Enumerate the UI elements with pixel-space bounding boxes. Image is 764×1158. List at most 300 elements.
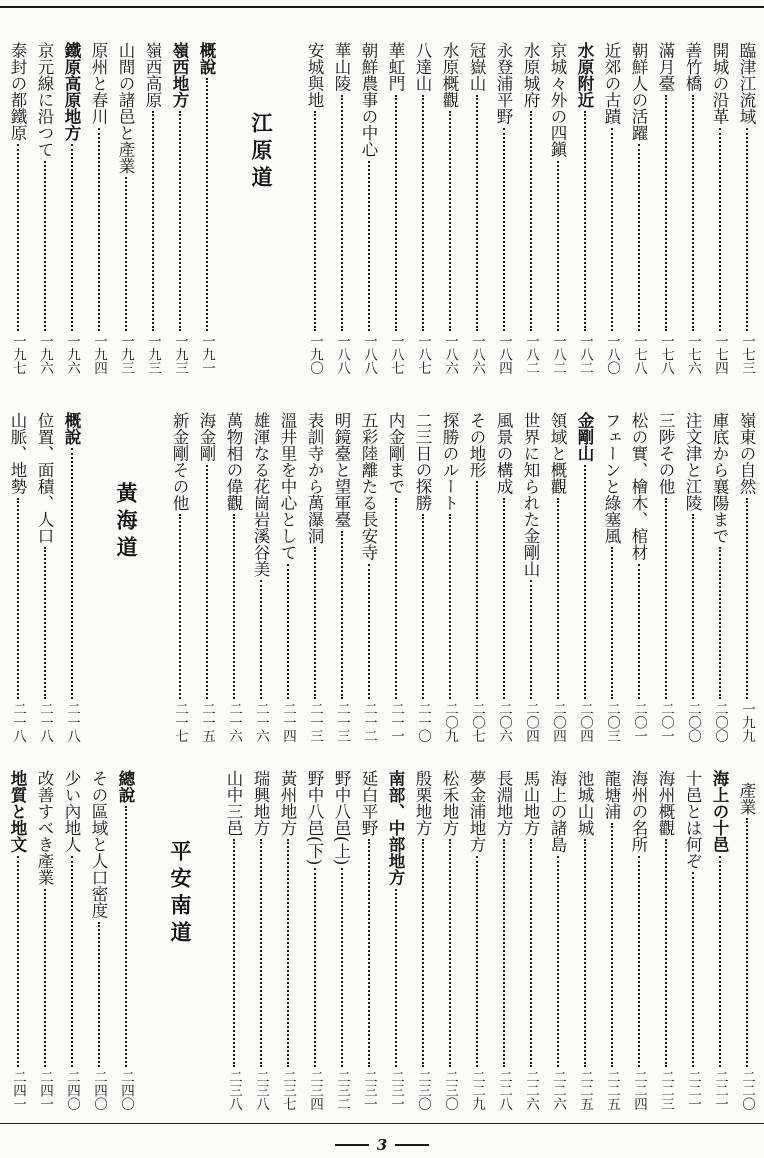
toc-entry	[328, 412, 355, 742]
toc-entry-title: 海州概觀	[656, 770, 675, 836]
dot-leader	[638, 144, 640, 331]
toc-entry	[328, 770, 355, 1110]
toc-entry-title: 夢金浦地方	[467, 770, 486, 853]
toc-entry	[112, 42, 139, 374]
toc-page-number: 二二九	[469, 1069, 485, 1110]
toc-page-number: 二〇一	[658, 701, 674, 742]
toc-page-number: 二一三	[334, 701, 350, 742]
dot-leader	[179, 111, 181, 331]
dot-leader	[314, 547, 316, 699]
dot-leader	[287, 839, 289, 1067]
dot-leader	[719, 856, 721, 1067]
dot-leader	[476, 856, 478, 1067]
dot-leader	[71, 448, 73, 699]
toc-entry-title: 開城の沿革	[710, 42, 729, 125]
province-heading-text: 江原道	[249, 112, 273, 193]
dot-leader	[314, 868, 316, 1066]
dot-leader	[530, 580, 532, 699]
toc-entry	[328, 42, 355, 374]
toc-entry	[490, 42, 517, 374]
dot-leader	[692, 514, 694, 699]
toc-page-number: 二二四	[631, 1069, 647, 1110]
toc-entry-title: フェーンと綠塞風	[602, 412, 621, 544]
toc-entry	[517, 770, 544, 1110]
dot-leader	[341, 868, 343, 1066]
toc-page-number: 二一六	[226, 701, 242, 742]
toc-entry-title: 嶺西地方	[170, 42, 189, 108]
toc-entry-title: 注文津と江陵	[683, 412, 702, 511]
footer-dash-left	[335, 1144, 369, 1146]
toc-page-number: 一九〇	[307, 333, 323, 374]
toc-band-middle	[4, 412, 760, 742]
toc-page-number: 二一八	[10, 701, 26, 742]
dot-leader	[584, 465, 586, 699]
toc-entry-title: 滿月臺	[656, 42, 675, 92]
toc-page-number: 一八七	[388, 333, 404, 374]
toc-page-number: 一九三	[145, 333, 161, 374]
toc-entry	[544, 42, 571, 374]
toc-page-number: 一七四	[712, 333, 728, 374]
dot-leader	[422, 839, 424, 1067]
toc-entry-title: 海州の名所	[629, 770, 648, 853]
toc-page-number: 一九六	[37, 333, 53, 374]
toc-entry-title: 延白平野	[359, 770, 378, 836]
toc-page-number: 二二一	[712, 1069, 728, 1110]
toc-entry	[355, 42, 382, 374]
toc-entry-title: 嶺東の自然	[737, 412, 756, 495]
toc-page-number: 一七六	[685, 333, 701, 374]
toc-page-number: 二〇七	[469, 701, 485, 742]
toc-entry	[436, 42, 463, 374]
toc-entry	[31, 770, 58, 1110]
footer-dash-right	[395, 1144, 429, 1146]
toc-page-number: 二一五	[199, 701, 215, 742]
toc-page-number: 二〇三	[604, 701, 620, 742]
toc-entry	[733, 42, 760, 374]
toc-page-number: 二四一	[37, 1069, 53, 1110]
toc-page-number: 二三四	[307, 1069, 323, 1110]
toc-entry	[247, 412, 274, 742]
toc-entry	[58, 770, 85, 1110]
toc-entry-title: 華山陵	[332, 42, 351, 92]
toc-entry-title: 海上の諸島	[548, 770, 567, 853]
toc-page-number: 二三〇	[442, 1069, 458, 1110]
dot-leader	[44, 889, 46, 1067]
toc-entry	[463, 412, 490, 742]
toc-entry	[679, 42, 706, 374]
toc-entry-title: 新金剛その他	[170, 412, 189, 511]
toc-entry	[409, 412, 436, 742]
toc-entry-title: 溫井里を中心として	[278, 412, 297, 561]
dot-leader	[611, 823, 613, 1067]
toc-entry-title: 明鏡臺と望軍臺	[332, 412, 351, 528]
province-heading-text: 黃海道	[114, 482, 138, 563]
dot-leader	[611, 547, 613, 699]
toc-page-number: 一九三	[118, 333, 134, 374]
toc-entry-title: 位置、面積、人口	[35, 412, 54, 544]
toc-page-number: 一八〇	[604, 333, 620, 374]
province-heading	[112, 412, 139, 742]
dot-leader	[422, 514, 424, 699]
toc-page-number: 二〇一	[631, 701, 647, 742]
toc-page-number: 二三二	[334, 1069, 350, 1110]
dot-leader	[692, 95, 694, 331]
toc-page-number: 一八二	[550, 333, 566, 374]
toc-entry	[625, 42, 652, 374]
toc-section-entry	[112, 770, 139, 1110]
toc-page-number: 二三八	[253, 1069, 269, 1110]
toc-section-entry	[58, 42, 85, 374]
toc-entry	[4, 42, 31, 374]
toc-page-number: 二一八	[64, 701, 80, 742]
toc-page-number: 二一三	[307, 701, 323, 742]
toc-entry-title: 池城山城	[575, 770, 594, 836]
toc-band-upper	[4, 42, 760, 374]
toc-page-number: 二二六	[523, 1069, 539, 1110]
toc-entry-title: 南部、中部地方	[386, 770, 405, 886]
toc-entry	[4, 412, 31, 742]
dot-leader	[44, 161, 46, 331]
toc-entry	[652, 42, 679, 374]
toc-entry	[598, 42, 625, 374]
dot-leader	[422, 95, 424, 331]
toc-band-lower	[4, 770, 760, 1110]
toc-page-number: 二一二	[361, 701, 377, 742]
toc-entry-title: 嶺西高原	[143, 42, 162, 108]
toc-entry	[274, 412, 301, 742]
toc-entry-title: 永登浦平野	[494, 42, 513, 125]
toc-page-number: 二一〇	[415, 701, 431, 742]
toc-entry-title: 泰封の都鐵原	[8, 42, 27, 141]
toc-entry-title: 八達山	[413, 42, 432, 92]
dot-leader	[746, 818, 748, 1067]
toc-page-number: 二二五	[604, 1069, 620, 1110]
toc-page-number: 二〇六	[496, 701, 512, 742]
province-heading-text: 平安南道	[168, 840, 192, 948]
dot-leader	[341, 95, 343, 331]
dot-leader	[206, 465, 208, 699]
toc-entry	[166, 412, 193, 742]
toc-page-number: 一八六	[469, 333, 485, 374]
toc-entry-title: 長淵地方	[494, 770, 513, 836]
dot-leader	[611, 128, 613, 331]
toc-page-number: 二〇四	[550, 701, 566, 742]
toc-entry	[436, 770, 463, 1110]
toc-section-entry	[382, 770, 409, 1110]
toc-entry-title: 金剛山	[575, 412, 594, 462]
toc-entry	[85, 42, 112, 374]
toc-entry	[679, 770, 706, 1110]
toc-entry	[436, 412, 463, 742]
toc-entry-title: その區域と人口密度	[89, 770, 108, 919]
toc-entry	[463, 42, 490, 374]
toc-page-number: 二三一	[388, 1069, 404, 1110]
dot-leader	[395, 498, 397, 699]
toc-page-number: 一七三	[739, 333, 755, 374]
toc-entry	[301, 412, 328, 742]
dot-leader	[503, 128, 505, 331]
toc-entry-title: 萬物相の偉觀	[224, 412, 243, 511]
dot-leader	[665, 95, 667, 331]
toc-entry-title: 水原概觀	[440, 42, 459, 108]
dot-leader	[503, 498, 505, 699]
dot-leader	[125, 177, 127, 331]
toc-page-number: 二二一	[685, 1069, 701, 1110]
dot-leader	[476, 481, 478, 699]
dot-leader	[17, 498, 19, 699]
toc-section-entry	[571, 42, 598, 374]
toc-entry-title: 野中八邑(下)	[305, 770, 324, 866]
toc-page-number: 二二〇	[739, 1069, 755, 1110]
dot-leader	[719, 128, 721, 331]
dot-leader	[260, 839, 262, 1067]
toc-entry-title: 龍塘浦	[602, 770, 621, 820]
toc-entry	[301, 770, 328, 1110]
toc-page-number: 一九九	[739, 701, 755, 742]
toc-entry-title: 水原附近	[575, 42, 594, 108]
toc-entry-title: 概說	[197, 42, 216, 75]
dot-leader	[179, 514, 181, 699]
dot-leader	[530, 111, 532, 331]
toc-entry	[355, 770, 382, 1110]
toc-entry	[301, 42, 328, 374]
toc-entry-title: 山脈、地勢	[8, 412, 27, 495]
dot-leader	[530, 839, 532, 1067]
toc-entry-title: 黃州地方	[278, 770, 297, 836]
toc-entry	[733, 412, 760, 742]
toc-section-entry	[4, 770, 31, 1110]
toc-entry	[31, 412, 58, 742]
dot-leader	[71, 144, 73, 331]
toc-entry	[625, 412, 652, 742]
toc-entry-title: 地質と地文	[8, 770, 27, 853]
toc-page-number: 一九一	[199, 333, 215, 374]
toc-page-number: 二一七	[172, 701, 188, 742]
toc-entry	[382, 42, 409, 374]
toc-page-number: 二三〇	[415, 1069, 431, 1110]
toc-page-number: 二四〇	[64, 1069, 80, 1110]
dot-leader	[233, 839, 235, 1067]
dot-leader	[395, 889, 397, 1067]
bottom-rule	[0, 1123, 764, 1124]
dot-leader	[557, 856, 559, 1067]
toc-entry	[409, 42, 436, 374]
toc-entry-title: 殷栗地方	[413, 770, 432, 836]
dot-leader	[368, 564, 370, 699]
dot-leader	[638, 856, 640, 1067]
toc-entry-title: 原州と春川	[89, 42, 108, 125]
dot-leader	[98, 922, 100, 1067]
toc-page-number: 二四一	[10, 1069, 26, 1110]
dot-leader	[395, 95, 397, 331]
toc-entry	[382, 412, 409, 742]
toc-entry-title: 冠嶽山	[467, 42, 486, 92]
toc-page-number: 二一六	[253, 701, 269, 742]
toc-entry-title: 京元線に沿つて	[35, 42, 54, 158]
toc-entry	[625, 770, 652, 1110]
dot-leader	[557, 161, 559, 331]
toc-entry-title: 松の實、檜木、棺材	[629, 412, 648, 561]
toc-page-number: 二一四	[280, 701, 296, 742]
toc-entry	[247, 770, 274, 1110]
toc-page-number: 二三八	[226, 1069, 242, 1110]
toc-page-number: 二二八	[496, 1069, 512, 1110]
toc-entry-title: 少い內地人	[62, 770, 81, 853]
dot-leader	[665, 839, 667, 1067]
top-rule	[0, 6, 764, 8]
toc-entry	[355, 412, 382, 742]
toc-section-entry	[193, 42, 220, 374]
page-footer	[0, 1136, 764, 1154]
toc-entry-title: 產業	[737, 782, 756, 815]
toc-entry-title: 世界に知られた金剛山	[521, 412, 540, 577]
dot-leader	[449, 839, 451, 1067]
dot-leader	[476, 95, 478, 331]
toc-entry	[409, 770, 436, 1110]
dot-leader	[584, 839, 586, 1067]
province-heading	[247, 42, 274, 374]
toc-entry	[31, 42, 58, 374]
toc-page-number: 一八八	[361, 333, 377, 374]
toc-entry	[490, 770, 517, 1110]
dot-leader	[449, 111, 451, 331]
toc-entry	[652, 770, 679, 1110]
toc-page-number: 一九七	[10, 333, 26, 374]
toc-entry	[571, 770, 598, 1110]
dot-leader	[206, 78, 208, 331]
dot-leader	[746, 128, 748, 331]
toc-entry-title: 朝鮮農事の中心	[359, 42, 378, 158]
toc-entry	[517, 412, 544, 742]
toc-entry-title: 近郊の古蹟	[602, 42, 621, 125]
dot-leader	[152, 111, 154, 331]
toc-page-number: 一八二	[523, 333, 539, 374]
dot-leader	[233, 514, 235, 699]
toc-entry-title: 庫底から襄陽まで	[710, 412, 729, 544]
dot-leader	[98, 128, 100, 331]
toc-page-number: 二〇〇	[712, 701, 728, 742]
toc-entry-title: 水原城府	[521, 42, 540, 108]
dot-leader	[503, 839, 505, 1067]
toc-entry	[220, 412, 247, 742]
toc-section-entry	[571, 412, 598, 742]
toc-page-number: 二〇九	[442, 701, 458, 742]
toc-page-number: 二三七	[280, 1069, 296, 1110]
toc-entry-title: 總說	[116, 770, 135, 803]
dot-leader	[125, 806, 127, 1067]
toc-page-number: 一八七	[415, 333, 431, 374]
dot-leader	[17, 144, 19, 331]
toc-page-number: 二二五	[577, 1069, 593, 1110]
toc-entry-title: 朝鮮人の活躍	[629, 42, 648, 141]
toc-entry	[733, 770, 760, 1110]
toc-entry	[139, 42, 166, 374]
toc-entry	[274, 770, 301, 1110]
toc-page-number: 二三一	[361, 1069, 377, 1110]
toc-entry	[85, 770, 112, 1110]
dot-leader	[368, 161, 370, 331]
dot-leader	[638, 564, 640, 699]
toc-page-number: 二一八	[37, 701, 53, 742]
toc-entry-title: 山間の諸邑と產業	[116, 42, 135, 174]
toc-entry	[679, 412, 706, 742]
toc-page-number: 二二六	[550, 1069, 566, 1110]
toc-entry-title: 表訓寺から萬瀑洞	[305, 412, 324, 544]
province-heading	[166, 770, 193, 1110]
toc-page-number: 一七八	[658, 333, 674, 374]
toc-entry-title: 華虹門	[386, 42, 405, 92]
toc-entry-title: 山中三邑	[224, 770, 243, 836]
toc-entry-title: 概說	[62, 412, 81, 445]
toc-entry	[544, 412, 571, 742]
dot-leader	[341, 531, 343, 699]
dot-leader	[17, 856, 19, 1067]
dot-leader	[692, 872, 694, 1067]
dot-leader	[44, 547, 46, 699]
toc-entry-title: 野中八邑(上)	[332, 770, 351, 866]
toc-page-number: 二四〇	[118, 1069, 134, 1110]
toc-entry-title: 探勝のルート	[440, 412, 459, 511]
toc-page-number: 二〇四	[523, 701, 539, 742]
toc-section-entry	[166, 42, 193, 374]
toc-entry	[490, 412, 517, 742]
toc-page-number: 二〇四	[577, 701, 593, 742]
toc-entry	[463, 770, 490, 1110]
toc-entry-title: 風景の構成	[494, 412, 513, 495]
toc-entry-title: 馬山地方	[521, 770, 540, 836]
dot-leader	[71, 856, 73, 1067]
page-number: 3	[376, 1136, 388, 1154]
toc-entry-title: 三陟その他	[656, 412, 675, 495]
toc-page-number: 一八二	[577, 333, 593, 374]
dot-leader	[719, 547, 721, 699]
dot-leader	[368, 839, 370, 1067]
dot-leader	[746, 498, 748, 699]
toc-entry-title: 二三日の探勝	[413, 412, 432, 511]
toc-entry-title: 海上の十邑	[710, 770, 729, 853]
toc-entry-title: 善竹橋	[683, 42, 702, 92]
toc-entry-title: その地形	[467, 412, 486, 478]
toc-entry-title: 安城與地	[305, 42, 324, 108]
toc-entry	[598, 412, 625, 742]
dot-leader	[665, 498, 667, 699]
dot-leader	[557, 498, 559, 699]
toc-entry-title: 瑞興地方	[251, 770, 270, 836]
dot-leader	[314, 111, 316, 331]
toc-entry	[706, 412, 733, 742]
toc-entry	[517, 42, 544, 374]
toc-page-number: 一七八	[631, 333, 647, 374]
toc-page-number: 一八六	[442, 333, 458, 374]
toc-section-entry	[706, 770, 733, 1110]
toc-section-entry	[58, 412, 85, 742]
dot-leader	[584, 111, 586, 331]
toc-page-number: 二二三	[658, 1069, 674, 1110]
toc-entry	[220, 770, 247, 1110]
toc-page-number: 一八四	[496, 333, 512, 374]
toc-entry-title: 海金剛	[197, 412, 216, 462]
toc-entry-title: 鐵原高原地方	[62, 42, 81, 141]
toc-entry-title: 内金剛まで	[386, 412, 405, 495]
dot-leader	[287, 564, 289, 699]
toc-entry	[652, 412, 679, 742]
toc-page-number: 一九三	[172, 333, 188, 374]
toc-entry-title: 改善すべき產業	[35, 770, 54, 886]
toc-entry-title: 五彩陸離たる長安寺	[359, 412, 378, 561]
toc-entry-title: 十邑とは何ぞ	[683, 770, 702, 869]
toc-entry	[598, 770, 625, 1110]
toc-page-number: 一九六	[64, 333, 80, 374]
